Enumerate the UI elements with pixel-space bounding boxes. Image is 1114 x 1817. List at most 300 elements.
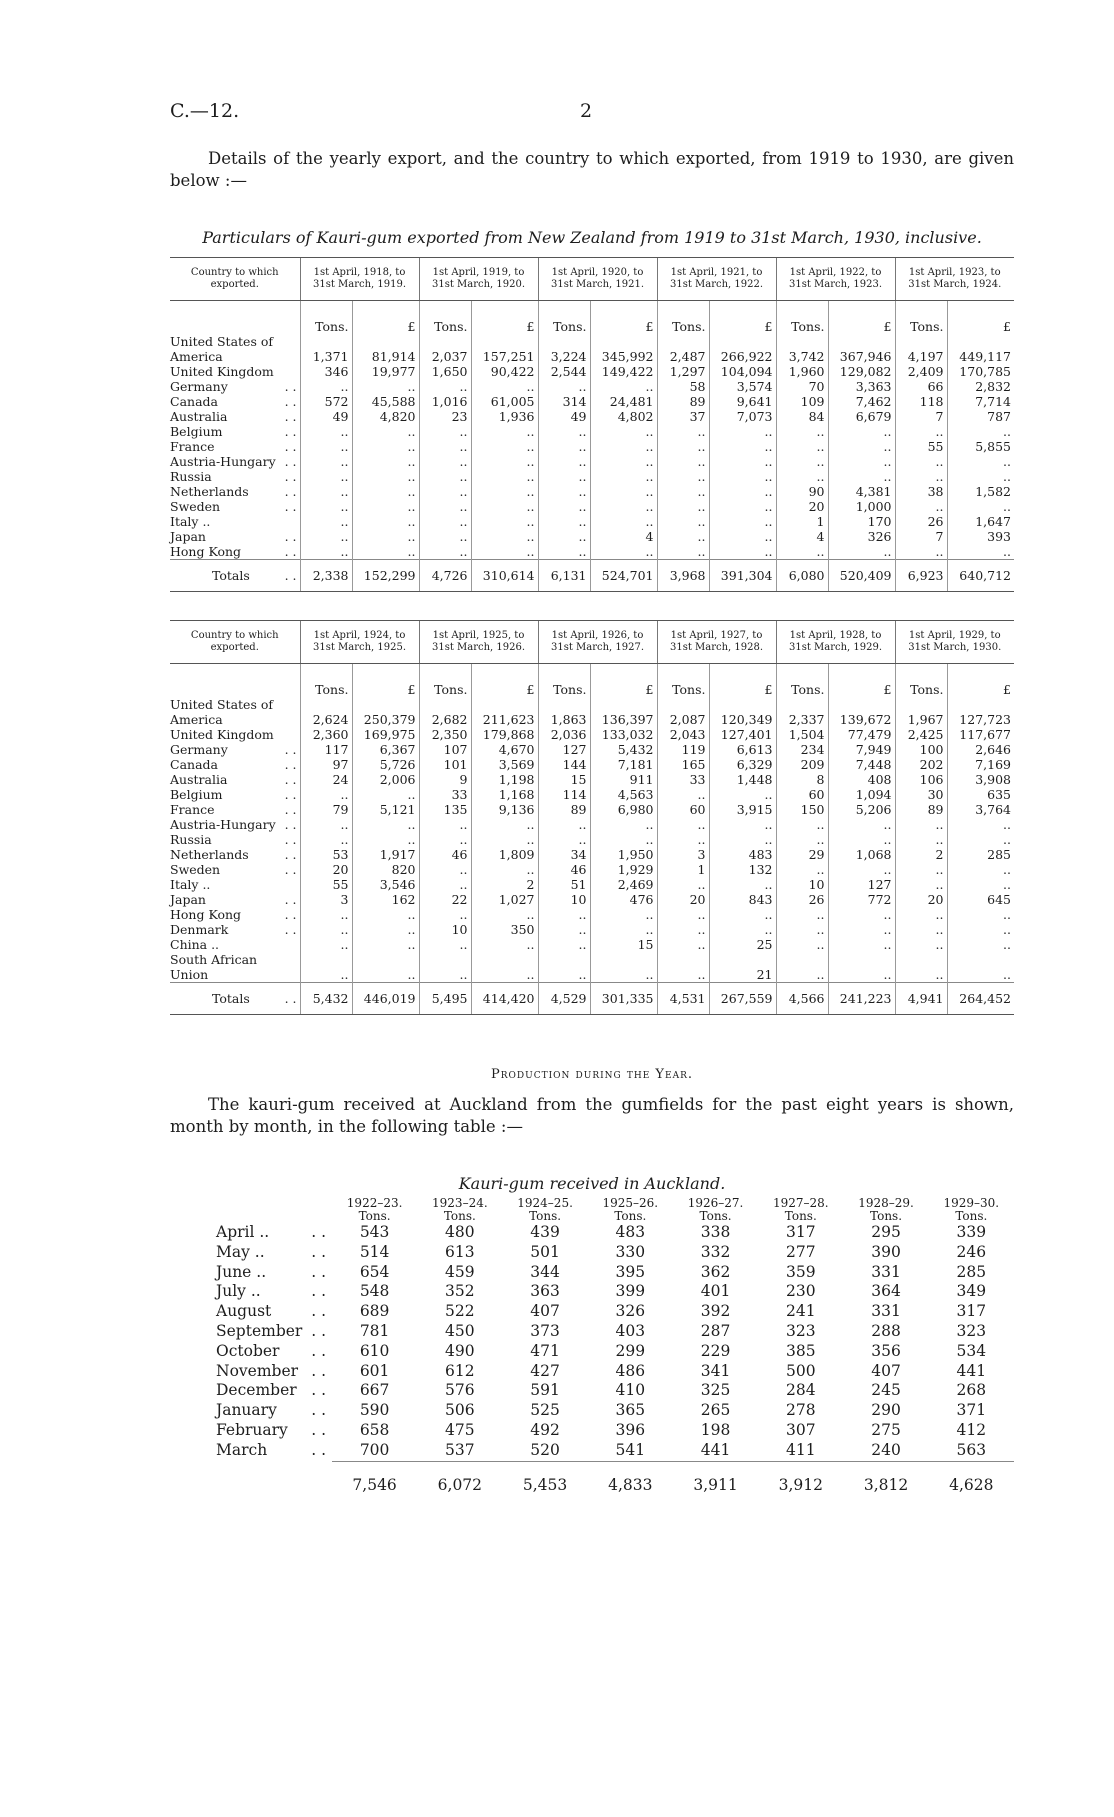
leader-dots: . . bbox=[284, 757, 297, 772]
table-row bbox=[216, 1223, 1014, 1243]
data-cell: .. bbox=[657, 484, 709, 499]
month-cell bbox=[216, 1263, 332, 1283]
data-cell: .. bbox=[828, 469, 895, 484]
data-cell: .. bbox=[828, 817, 895, 832]
table-row bbox=[216, 1322, 1014, 1342]
data-cell: .. bbox=[538, 832, 590, 847]
leader-dots: . . bbox=[311, 1341, 326, 1360]
totals-row bbox=[170, 560, 1014, 592]
month-name: December bbox=[216, 1381, 297, 1400]
period-header: 1st April, 1929, to 31st March, 1930. bbox=[895, 621, 1014, 664]
data-cell: .. bbox=[776, 817, 828, 832]
data-cell: 209 bbox=[776, 757, 828, 772]
leader-dots: . . bbox=[311, 1223, 326, 1241]
total-cell: 391,304 bbox=[709, 560, 776, 592]
data-cell: 15 bbox=[538, 772, 590, 787]
data-cell: 2,682 bbox=[419, 697, 471, 727]
data-cell: .. bbox=[300, 469, 352, 484]
data-cell: .. bbox=[419, 544, 471, 560]
data-cell: .. bbox=[352, 817, 419, 832]
leader-dots: . . bbox=[311, 1361, 326, 1380]
data-cell: 24 bbox=[300, 772, 352, 787]
table-row bbox=[216, 1243, 1014, 1263]
export-table-1-body bbox=[170, 301, 1014, 592]
data-cell: 127,401 bbox=[709, 727, 776, 742]
data-cell: .. bbox=[709, 424, 776, 439]
data-cell: .. bbox=[471, 469, 538, 484]
unit-pounds: £ bbox=[828, 664, 895, 698]
data-cell: 2,037 bbox=[419, 334, 471, 364]
month-cell bbox=[216, 1302, 332, 1322]
data-cell: .. bbox=[352, 952, 419, 983]
data-cell: .. bbox=[776, 469, 828, 484]
gum-table-body bbox=[216, 1223, 1014, 1495]
tons-cell: 245 bbox=[871, 1381, 901, 1400]
data-cell: .. bbox=[895, 424, 947, 439]
data-cell: .. bbox=[590, 922, 657, 937]
export-table-2-body bbox=[170, 664, 1014, 1015]
data-cell: 7,181 bbox=[590, 757, 657, 772]
year-header bbox=[502, 1197, 587, 1223]
data-cell: 7,462 bbox=[828, 394, 895, 409]
country-name: Japan bbox=[170, 892, 206, 907]
data-cell: 97 bbox=[300, 757, 352, 772]
data-cell: 1,967 bbox=[895, 697, 947, 727]
tons-cell: 352 bbox=[445, 1282, 475, 1301]
data-cell: .. bbox=[947, 877, 1014, 892]
unit-pounds: £ bbox=[947, 301, 1014, 335]
table-row bbox=[170, 439, 1014, 454]
table-row bbox=[170, 484, 1014, 499]
leader-dots: . . bbox=[284, 892, 297, 907]
tons-cell: 610 bbox=[359, 1341, 390, 1360]
gum-header-row bbox=[216, 1197, 1014, 1223]
tons-cell: 543 bbox=[359, 1223, 390, 1241]
data-cell: 1,917 bbox=[352, 847, 419, 862]
data-cell: 127 bbox=[828, 877, 895, 892]
tons-cell: 284 bbox=[785, 1381, 816, 1400]
tons-unit: Tons. bbox=[699, 1209, 732, 1223]
data-cell: 314 bbox=[538, 394, 590, 409]
tons-cell: 290 bbox=[871, 1401, 901, 1420]
month-cell bbox=[216, 1362, 332, 1382]
totals-spacer bbox=[216, 1461, 332, 1495]
tons-cell: 362 bbox=[700, 1262, 731, 1281]
total-cell: 4,941 bbox=[895, 983, 947, 1015]
country-name: Denmark bbox=[170, 922, 229, 937]
totals-label-cell bbox=[170, 983, 300, 1015]
data-cell: 90 bbox=[776, 484, 828, 499]
tons-cell: 548 bbox=[359, 1282, 390, 1301]
tons-cell: 339 bbox=[956, 1223, 987, 1241]
tons-cell: 317 bbox=[956, 1302, 987, 1321]
total-cell: 640,712 bbox=[947, 560, 1014, 592]
data-cell: 2,360 bbox=[300, 727, 352, 742]
country-column-header: Country to which exported. bbox=[170, 621, 300, 664]
table-row bbox=[170, 907, 1014, 922]
country-cell bbox=[170, 409, 300, 424]
tons-cell: 396 bbox=[615, 1420, 646, 1439]
leader-dots: . . bbox=[284, 394, 297, 409]
tons-cell: 299 bbox=[615, 1341, 646, 1360]
country-cell bbox=[170, 847, 300, 862]
data-cell: .. bbox=[590, 817, 657, 832]
country-cell bbox=[170, 757, 300, 772]
year-header bbox=[588, 1197, 673, 1223]
table-row bbox=[216, 1421, 1014, 1441]
tons-cell: 395 bbox=[615, 1262, 646, 1281]
data-cell: 476 bbox=[590, 892, 657, 907]
data-cell: .. bbox=[590, 544, 657, 560]
tons-cell: 338 bbox=[700, 1223, 731, 1241]
table-row bbox=[170, 469, 1014, 484]
data-cell: .. bbox=[590, 499, 657, 514]
data-cell: 449,117 bbox=[947, 334, 1014, 364]
tons-cell: 275 bbox=[871, 1420, 901, 1439]
tons-cell: 307 bbox=[785, 1420, 816, 1439]
tons-cell: 501 bbox=[530, 1242, 560, 1261]
data-cell: .. bbox=[538, 937, 590, 952]
tons-cell: 323 bbox=[785, 1321, 816, 1340]
data-cell: 3,569 bbox=[471, 757, 538, 772]
data-cell: .. bbox=[419, 514, 471, 529]
total-cell: 4,833 bbox=[588, 1461, 673, 1495]
data-cell: 1,950 bbox=[590, 847, 657, 862]
unit-tons: Tons. bbox=[776, 664, 828, 698]
data-cell: .. bbox=[776, 832, 828, 847]
data-cell: .. bbox=[828, 937, 895, 952]
table-row bbox=[170, 862, 1014, 877]
tons-cell: 332 bbox=[700, 1242, 731, 1261]
production-paragraph: The kauri-gum received at Auckland from the gumfields for the past eight years is shown, month by month, in the following table :— bbox=[170, 1095, 1014, 1136]
total-cell: 4,628 bbox=[929, 1461, 1014, 1495]
country-name: United States of America bbox=[170, 334, 273, 364]
data-cell: .. bbox=[419, 469, 471, 484]
table-row bbox=[170, 409, 1014, 424]
unit-tons: Tons. bbox=[776, 301, 828, 335]
data-cell: 4,197 bbox=[895, 334, 947, 364]
data-cell: 3,546 bbox=[352, 877, 419, 892]
export-table-1924-1930 bbox=[170, 620, 1014, 1015]
data-cell: .. bbox=[828, 439, 895, 454]
data-cell: 7,169 bbox=[947, 757, 1014, 772]
leader-dots: . . bbox=[284, 907, 297, 922]
unit-pounds: £ bbox=[352, 664, 419, 698]
tons-cell: 534 bbox=[956, 1341, 987, 1360]
unit-pounds: £ bbox=[709, 664, 776, 698]
unit-pounds: £ bbox=[352, 301, 419, 335]
data-cell: 46 bbox=[538, 862, 590, 877]
leader-dots: . . bbox=[284, 787, 297, 802]
country-cell bbox=[170, 394, 300, 409]
table-row bbox=[170, 772, 1014, 787]
table-row bbox=[170, 847, 1014, 862]
data-cell: 3 bbox=[657, 847, 709, 862]
tons-cell: 490 bbox=[445, 1341, 475, 1360]
table-row bbox=[170, 952, 1014, 983]
data-cell: 70 bbox=[776, 379, 828, 394]
leader-dots: . . bbox=[311, 1321, 326, 1340]
data-cell: .. bbox=[657, 439, 709, 454]
data-cell: 60 bbox=[776, 787, 828, 802]
data-cell: 408 bbox=[828, 772, 895, 787]
tons-cell: 363 bbox=[530, 1282, 560, 1301]
tons-cell: 475 bbox=[445, 1420, 475, 1439]
data-cell: 89 bbox=[538, 802, 590, 817]
table-row bbox=[170, 394, 1014, 409]
table-row bbox=[216, 1263, 1014, 1283]
data-cell: .. bbox=[300, 529, 352, 544]
data-cell: .. bbox=[895, 469, 947, 484]
tons-cell: 450 bbox=[445, 1321, 475, 1340]
data-cell: 5,855 bbox=[947, 439, 1014, 454]
data-cell: .. bbox=[471, 907, 538, 922]
country-cell bbox=[170, 907, 300, 922]
data-cell: .. bbox=[419, 937, 471, 952]
country-cell bbox=[170, 334, 300, 364]
tons-cell: 500 bbox=[785, 1361, 816, 1380]
unit-tons: Tons. bbox=[419, 301, 471, 335]
data-cell: .. bbox=[538, 469, 590, 484]
tons-cell: 411 bbox=[785, 1440, 816, 1459]
country-cell bbox=[170, 697, 300, 727]
data-cell: 772 bbox=[828, 892, 895, 907]
data-cell: .. bbox=[947, 922, 1014, 937]
data-cell: 202 bbox=[895, 757, 947, 772]
data-cell: .. bbox=[352, 469, 419, 484]
data-cell: .. bbox=[709, 787, 776, 802]
unit-tons: Tons. bbox=[895, 664, 947, 698]
tons-unit: Tons. bbox=[870, 1209, 903, 1223]
data-cell: .. bbox=[657, 952, 709, 983]
total-cell: 4,531 bbox=[657, 983, 709, 1015]
leader-dots: . . bbox=[284, 484, 297, 499]
data-cell: 8 bbox=[776, 772, 828, 787]
country-cell bbox=[170, 379, 300, 394]
leader-dots: . . bbox=[284, 802, 297, 817]
data-cell: .. bbox=[471, 379, 538, 394]
tons-cell: 265 bbox=[700, 1401, 731, 1420]
data-cell: .. bbox=[471, 454, 538, 469]
country-name: Russia bbox=[170, 832, 212, 847]
unit-tons: Tons. bbox=[895, 301, 947, 335]
total-cell: 4,726 bbox=[419, 560, 471, 592]
month-cell bbox=[216, 1223, 332, 1243]
data-cell: 117,677 bbox=[947, 727, 1014, 742]
country-cell bbox=[170, 832, 300, 847]
data-cell: .. bbox=[538, 454, 590, 469]
country-cell bbox=[170, 772, 300, 787]
data-cell: 169,975 bbox=[352, 727, 419, 742]
data-cell: 393 bbox=[947, 529, 1014, 544]
data-cell: .. bbox=[657, 937, 709, 952]
leader-dots: . . bbox=[311, 1262, 326, 1281]
data-cell: 7,073 bbox=[709, 409, 776, 424]
unit-pounds: £ bbox=[709, 301, 776, 335]
data-cell: 1,582 bbox=[947, 484, 1014, 499]
data-cell: 10 bbox=[538, 892, 590, 907]
month-name: March bbox=[216, 1441, 268, 1460]
data-cell: 10 bbox=[776, 877, 828, 892]
table-row bbox=[170, 832, 1014, 847]
data-cell: 20 bbox=[895, 892, 947, 907]
tons-cell: 356 bbox=[871, 1341, 901, 1360]
data-cell: .. bbox=[947, 454, 1014, 469]
country-cell bbox=[170, 514, 300, 529]
table-row bbox=[170, 937, 1014, 952]
data-cell: .. bbox=[471, 937, 538, 952]
data-cell: 787 bbox=[947, 409, 1014, 424]
month-name: May .. bbox=[216, 1242, 265, 1261]
data-cell: .. bbox=[300, 832, 352, 847]
country-name: China .. bbox=[170, 937, 220, 952]
data-cell: 4,670 bbox=[471, 742, 538, 757]
data-cell: 2,006 bbox=[352, 772, 419, 787]
tons-unit: Tons. bbox=[358, 1209, 391, 1223]
data-cell: 38 bbox=[895, 484, 947, 499]
data-cell: 7 bbox=[895, 529, 947, 544]
totals-label: Totals bbox=[212, 991, 250, 1006]
leader-dots: . . bbox=[284, 499, 297, 514]
total-cell: 3,911 bbox=[673, 1461, 758, 1495]
data-cell: .. bbox=[828, 832, 895, 847]
country-cell bbox=[170, 529, 300, 544]
data-cell: .. bbox=[538, 529, 590, 544]
data-cell: .. bbox=[776, 454, 828, 469]
month-name: October bbox=[216, 1341, 280, 1360]
data-cell: .. bbox=[590, 484, 657, 499]
data-cell: .. bbox=[300, 952, 352, 983]
data-cell: 33 bbox=[657, 772, 709, 787]
data-cell: .. bbox=[657, 514, 709, 529]
leader-dots: . . bbox=[284, 439, 297, 454]
unit-pounds: £ bbox=[590, 301, 657, 335]
country-name: United States of America bbox=[170, 697, 273, 727]
table-row bbox=[216, 1342, 1014, 1362]
data-cell: 820 bbox=[352, 862, 419, 877]
data-cell: 135 bbox=[419, 802, 471, 817]
data-cell: .. bbox=[538, 952, 590, 983]
tons-cell: 373 bbox=[530, 1321, 560, 1340]
month-cell bbox=[216, 1441, 332, 1461]
data-cell: 1 bbox=[776, 514, 828, 529]
total-cell: 414,420 bbox=[471, 983, 538, 1015]
data-cell: 127,723 bbox=[947, 697, 1014, 727]
total-cell: 7,546 bbox=[332, 1461, 417, 1495]
data-cell: 7 bbox=[895, 409, 947, 424]
data-cell: .. bbox=[300, 922, 352, 937]
country-name: Canada bbox=[170, 394, 218, 409]
data-cell: .. bbox=[776, 862, 828, 877]
data-cell: 645 bbox=[947, 892, 1014, 907]
data-cell: 15 bbox=[590, 937, 657, 952]
leader-dots: . . bbox=[284, 529, 297, 544]
data-cell: 107 bbox=[419, 742, 471, 757]
country-name: Italy .. bbox=[170, 877, 211, 892]
data-cell: .. bbox=[590, 379, 657, 394]
tons-cell: 359 bbox=[785, 1262, 816, 1281]
country-name: France bbox=[170, 439, 215, 454]
month-cell bbox=[216, 1421, 332, 1441]
table-row bbox=[170, 922, 1014, 937]
data-cell: 114 bbox=[538, 787, 590, 802]
data-cell: 2,425 bbox=[895, 727, 947, 742]
data-cell: 53 bbox=[300, 847, 352, 862]
unit-pounds: £ bbox=[828, 301, 895, 335]
data-cell: 46 bbox=[419, 847, 471, 862]
data-cell: 346 bbox=[300, 364, 352, 379]
leader-dots: . . bbox=[284, 847, 297, 862]
unit-tons: Tons. bbox=[419, 664, 471, 698]
data-cell: 1,960 bbox=[776, 364, 828, 379]
data-cell: 45,588 bbox=[352, 394, 419, 409]
total-cell: 310,614 bbox=[471, 560, 538, 592]
tons-cell: 371 bbox=[956, 1401, 987, 1420]
data-cell: .. bbox=[538, 499, 590, 514]
data-cell: .. bbox=[590, 952, 657, 983]
data-cell: .. bbox=[419, 832, 471, 847]
tons-cell: 492 bbox=[530, 1420, 560, 1439]
data-cell: 1,297 bbox=[657, 364, 709, 379]
month-name: August bbox=[216, 1302, 272, 1321]
data-cell: .. bbox=[709, 499, 776, 514]
total-cell: 520,409 bbox=[828, 560, 895, 592]
data-cell: 21 bbox=[709, 952, 776, 983]
data-cell: .. bbox=[709, 484, 776, 499]
month-cell bbox=[216, 1243, 332, 1263]
data-cell: .. bbox=[352, 529, 419, 544]
data-cell: 66 bbox=[895, 379, 947, 394]
data-cell: 144 bbox=[538, 757, 590, 772]
year-header bbox=[843, 1197, 928, 1223]
tons-cell: 563 bbox=[956, 1440, 987, 1459]
total-cell: 241,223 bbox=[828, 983, 895, 1015]
country-name: Hong Kong bbox=[170, 544, 242, 559]
table-row bbox=[170, 742, 1014, 757]
year-label: 1922–23. bbox=[346, 1196, 403, 1210]
leader-dots: . . bbox=[284, 862, 297, 877]
data-cell: .. bbox=[352, 544, 419, 560]
data-cell: .. bbox=[471, 529, 538, 544]
data-cell: .. bbox=[947, 469, 1014, 484]
tons-cell: 229 bbox=[700, 1341, 731, 1360]
data-cell: .. bbox=[895, 832, 947, 847]
data-cell: .. bbox=[709, 439, 776, 454]
data-cell: 3,574 bbox=[709, 379, 776, 394]
country-name: France bbox=[170, 802, 215, 817]
data-cell: .. bbox=[352, 454, 419, 469]
year-header bbox=[417, 1197, 502, 1223]
tons-cell: 246 bbox=[956, 1242, 987, 1261]
tons-cell: 331 bbox=[871, 1262, 901, 1281]
data-cell: 3,742 bbox=[776, 334, 828, 364]
data-cell: .. bbox=[419, 379, 471, 394]
tons-unit: Tons. bbox=[955, 1209, 988, 1223]
table-row bbox=[170, 817, 1014, 832]
data-cell: 211,623 bbox=[471, 697, 538, 727]
data-cell: .. bbox=[709, 922, 776, 937]
data-cell: .. bbox=[590, 832, 657, 847]
data-cell: 572 bbox=[300, 394, 352, 409]
tons-cell: 326 bbox=[615, 1302, 646, 1321]
data-cell: .. bbox=[538, 817, 590, 832]
data-cell: 20 bbox=[657, 892, 709, 907]
data-cell: 6,613 bbox=[709, 742, 776, 757]
country-name: South African Union bbox=[170, 952, 258, 982]
total-cell: 4,529 bbox=[538, 983, 590, 1015]
total-cell: 2,338 bbox=[300, 560, 352, 592]
data-cell: .. bbox=[590, 439, 657, 454]
